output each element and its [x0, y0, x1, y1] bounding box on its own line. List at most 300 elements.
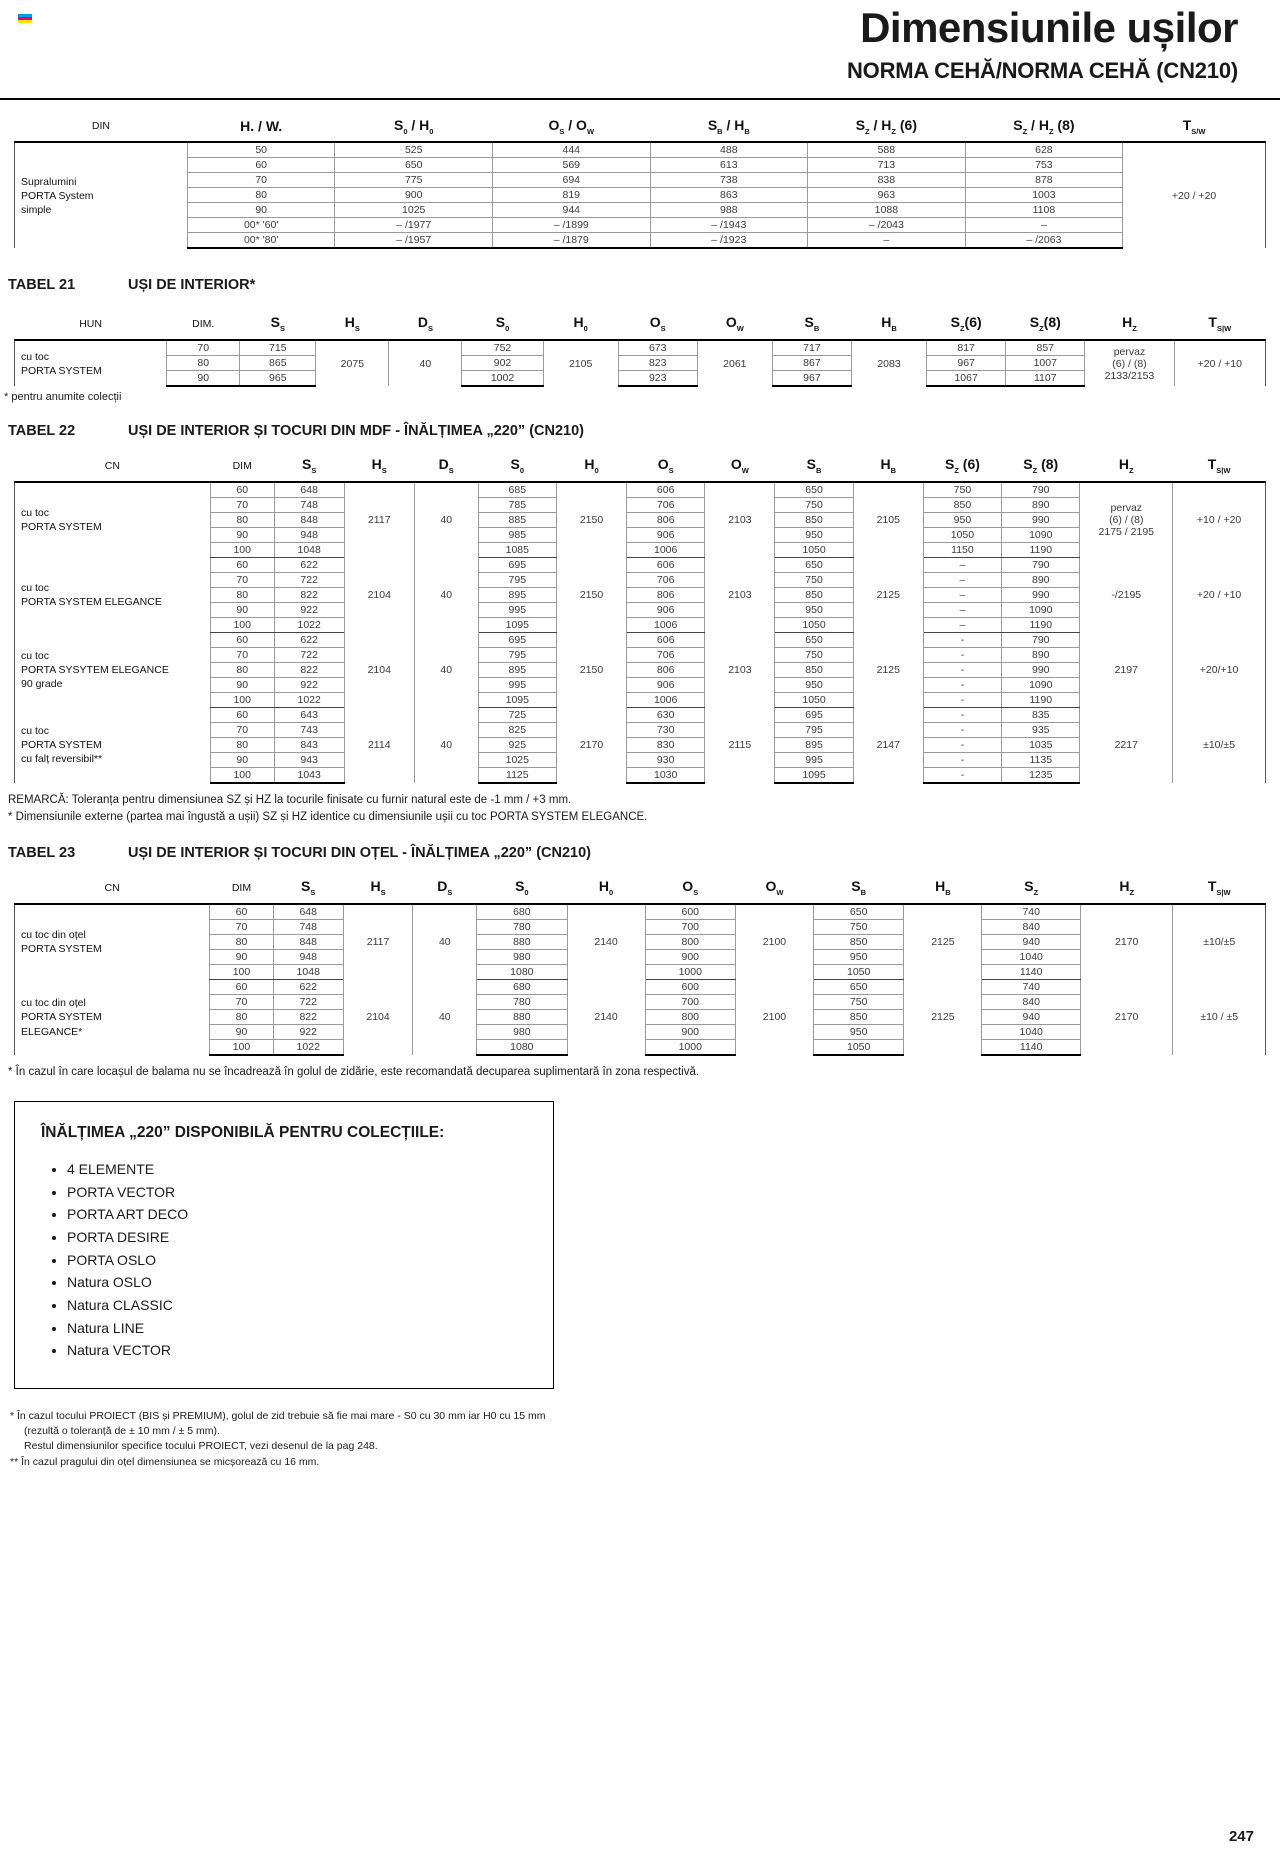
- cell-so-ho: – /1957: [335, 233, 493, 249]
- cell-os: 706: [627, 573, 705, 588]
- tabel21-table: [14, 313, 1266, 387]
- cell-sb: 850: [775, 513, 853, 528]
- col-hz: $H_Z$: [1118, 456, 1134, 476]
- cell-os: 900: [645, 1025, 735, 1040]
- table-row: [15, 203, 1266, 218]
- cell-dim: 60: [210, 904, 274, 920]
- cell-sb-hb: 488: [650, 142, 808, 158]
- cell-sz: 1140: [982, 1040, 1081, 1056]
- cell-sz6: -: [923, 753, 1001, 768]
- cell-hs: 2114: [344, 708, 414, 784]
- cell-sb: 895: [775, 738, 853, 753]
- cell-hw: 50: [187, 142, 335, 158]
- cell-os: 1006: [627, 618, 705, 633]
- cell-ss: 865: [240, 356, 316, 371]
- cell-sz8: 857: [1006, 340, 1085, 356]
- cell-sz8: 1090: [1002, 603, 1080, 618]
- hz-line: pervaz: [1113, 345, 1146, 358]
- cell-os: 830: [627, 738, 705, 753]
- cell-hz: [1080, 482, 1173, 558]
- col-ss: $S_S$: [302, 456, 317, 476]
- cell-sb: 950: [775, 603, 853, 618]
- din-table-wrap: [0, 116, 1280, 250]
- cell-sz: 940: [982, 1010, 1081, 1025]
- cell-hs: 2117: [344, 482, 414, 558]
- cell-dim: 60: [210, 558, 274, 573]
- col-tsw: $T_{S|W}$: [1208, 314, 1232, 334]
- col-ho: $H_0$: [598, 878, 614, 898]
- col-ow: $O_W$: [730, 456, 749, 476]
- collections-box: [14, 1101, 554, 1389]
- cell-dim: 90: [210, 603, 274, 618]
- cell-sz8: 878: [965, 173, 1123, 188]
- cell-so: 995: [478, 678, 556, 693]
- cell-sz6: -: [923, 678, 1001, 693]
- cell-sb-hb: 613: [650, 158, 808, 173]
- cell-sb: 750: [775, 648, 853, 663]
- hz-line: (6) / (8): [1112, 357, 1147, 370]
- brand-logo-icon: [18, 14, 32, 26]
- tabel22-remark: [0, 792, 1280, 825]
- cell-so: 1085: [478, 543, 556, 558]
- table-row: [15, 218, 1266, 233]
- footnote-1-indent-2: Restul dimensiunilor specifice tocului PROIECT, vezi desenul de la pag 248.: [24, 1440, 378, 1453]
- list-item: • Natura VECTOR: [67, 1339, 527, 1362]
- cell-sz6: 1088: [808, 203, 966, 218]
- cell-os: 1006: [627, 693, 705, 708]
- tabel21-title: UȘI DE INTERIOR*: [128, 277, 256, 294]
- cell-ow: 2103: [705, 482, 775, 558]
- label-line: cu toc: [21, 725, 50, 738]
- col-sz6: $S_Z(6)$: [950, 314, 982, 334]
- page-header: [0, 0, 1280, 84]
- cell-so: 980: [477, 950, 567, 965]
- cell-os: 606: [627, 482, 705, 498]
- cell-ss: 965: [240, 371, 316, 387]
- cell-hz: 2170: [1081, 904, 1173, 980]
- cell-ow: 2103: [705, 558, 775, 633]
- cell-so: 680: [477, 904, 567, 920]
- cell-os: 630: [627, 708, 705, 723]
- cell-sz6: -: [923, 768, 1001, 784]
- tabel23-footnote: * În cazul în care locașul de balama nu se încadrează în golul de zidărie, este recomandată decuparea suplimentară în zona respectivă.: [8, 1066, 700, 1079]
- hz-line: pervaz: [1110, 502, 1143, 515]
- row-group-label: [15, 708, 211, 784]
- cell-sb: 850: [775, 663, 853, 678]
- cell-ss: 748: [274, 498, 344, 513]
- row-group-label: [15, 558, 211, 633]
- row-group-label: [15, 633, 211, 708]
- cell-sz8: 835: [1002, 708, 1080, 723]
- cell-sb: 850: [813, 935, 903, 950]
- cell-dim: 100: [210, 965, 274, 980]
- cell-so-ho: 1025: [335, 203, 493, 218]
- cell-sb: 995: [775, 753, 853, 768]
- cell-so: 885: [478, 513, 556, 528]
- list-item: • Natura OSLO: [67, 1271, 527, 1294]
- cell-sz6: –: [923, 603, 1001, 618]
- cell-dim: 70: [210, 920, 274, 935]
- cell-sz6: 838: [808, 173, 966, 188]
- cell-hs: 2104: [344, 633, 414, 708]
- cell-sz6: -: [923, 648, 1001, 663]
- cell-dim: 90: [210, 528, 274, 543]
- cell-so: 1002: [462, 371, 543, 387]
- tabel23-table: [14, 877, 1266, 1056]
- cell-ss: 948: [273, 950, 343, 965]
- cell-dim: 70: [210, 995, 274, 1010]
- col-dim: DIM: [231, 881, 252, 894]
- col-hw: H. / W.: [240, 118, 283, 135]
- cell-os: 606: [627, 558, 705, 573]
- col-os: $O_S$: [657, 456, 674, 476]
- label-line: PORTA System: [21, 189, 94, 202]
- cell-ss: 948: [274, 528, 344, 543]
- cell-hb: 2125: [853, 558, 923, 633]
- cell-sz8: 1235: [1002, 768, 1080, 784]
- cell-tsw: +20 / +10: [1173, 558, 1266, 633]
- cell-ds: 40: [414, 708, 478, 784]
- col-sz-hz-6: $S_Z / H_Z$ (6): [855, 116, 917, 136]
- label-line: cu toc din oțel: [21, 929, 86, 942]
- cell-ss: 648: [273, 904, 343, 920]
- cell-dim: 60: [210, 708, 274, 723]
- table-row: [15, 340, 1266, 356]
- cell-dim: 100: [210, 768, 274, 784]
- label-line: PORTA SYSTEM: [21, 521, 102, 534]
- list-item: • Natura LINE: [67, 1317, 527, 1340]
- list-item: • Natura CLASSIC: [67, 1294, 527, 1317]
- cell-sz6: 1050: [923, 528, 1001, 543]
- col-so: $S_0$: [495, 314, 510, 334]
- cell-dim: 60: [210, 633, 274, 648]
- cell-so: 985: [478, 528, 556, 543]
- label-line: cu toc din oțel: [21, 997, 86, 1010]
- cell-sb: 650: [775, 558, 853, 573]
- cell-sb-hb: 738: [650, 173, 808, 188]
- label-line: PORTA SYSTEM: [21, 1011, 102, 1024]
- cell-dim: 90: [210, 753, 274, 768]
- footnote-1-part-a: * În cazul tocului PROIECT (BIS și PREMIUM), golul de zid trebuie să fie mai mare - S: [10, 1409, 411, 1422]
- cell-so: 1025: [478, 753, 556, 768]
- cell-sz: 740: [982, 904, 1081, 920]
- cell-hw: 00* '60': [187, 218, 335, 233]
- col-ds: $D_S$: [417, 314, 433, 334]
- cell-dim: 100: [210, 543, 274, 558]
- row-group-label: [15, 980, 210, 1056]
- cell-dim: 70: [167, 340, 240, 356]
- cell-ss: 622: [274, 558, 344, 573]
- cell-sz8: 890: [1002, 648, 1080, 663]
- cell-sz6: 850: [923, 498, 1001, 513]
- cell-dim: 90: [210, 678, 274, 693]
- cell-ss: 848: [274, 513, 344, 528]
- tabel22-group: [15, 482, 1266, 558]
- cell-so: 1125: [478, 768, 556, 784]
- tabel23-wrap: [0, 877, 1280, 1056]
- cell-hb: 2147: [853, 708, 923, 784]
- cell-sb-hb: 863: [650, 188, 808, 203]
- col-ss: $S_S$: [270, 314, 285, 334]
- cell-so-ho: 775: [335, 173, 493, 188]
- cell-sb: 750: [813, 920, 903, 935]
- cell-ho: 2105: [543, 340, 618, 386]
- cell-so: 795: [478, 648, 556, 663]
- table-row: [15, 356, 1266, 371]
- cell-sz: 1140: [982, 965, 1081, 980]
- cell-sz6: –: [923, 558, 1001, 573]
- cell-ds: 40: [389, 340, 462, 386]
- cell-sz8: – /2063: [965, 233, 1123, 249]
- col-sb: $S_B$: [806, 456, 822, 476]
- cell-ow: 2061: [697, 340, 772, 386]
- label-line: cu toc: [21, 507, 50, 520]
- cell-sb: 950: [813, 950, 903, 965]
- cell-sb: 850: [813, 1010, 903, 1025]
- cell-sz6: 1067: [927, 371, 1006, 387]
- label-line: Supralumini: [21, 175, 77, 188]
- cell-so: 880: [477, 1010, 567, 1025]
- cell-so: 995: [478, 603, 556, 618]
- hz-line: 2133/2153: [1104, 369, 1155, 382]
- cell-sb: 650: [813, 980, 903, 995]
- cell-ds: 40: [414, 558, 478, 633]
- col-cn: CN: [104, 459, 120, 472]
- cell-sb: 1050: [813, 965, 903, 980]
- table-row: [15, 980, 1266, 995]
- label-line: cu toc: [21, 350, 50, 363]
- tabel22-heading: [0, 423, 1280, 439]
- label-line: ELEGANCE*: [21, 1025, 83, 1038]
- cell-sz6: -: [923, 738, 1001, 753]
- col-sz: $S_Z$: [1024, 878, 1039, 898]
- cell-ss: 822: [274, 588, 344, 603]
- cell-hz: 2197: [1080, 633, 1173, 708]
- row-group-label: [15, 904, 210, 980]
- cell-so: 925: [478, 738, 556, 753]
- din-header-row: [15, 116, 1266, 143]
- page-subtitle: NORMA CEHĂ/NORMA CEHĂ (CN210): [846, 57, 1238, 83]
- cell-so: 825: [478, 723, 556, 738]
- cell-sb: 950: [775, 528, 853, 543]
- cell-sb: 650: [775, 482, 853, 498]
- cell-hb: 2125: [853, 633, 923, 708]
- col-dim: DIM: [232, 459, 252, 472]
- cell-so: 685: [478, 482, 556, 498]
- cell-sz6: -: [923, 693, 1001, 708]
- cell-ss: 822: [274, 663, 344, 678]
- cell-ss: 743: [274, 723, 344, 738]
- col-tsw: $T_{S|W}$: [1207, 456, 1231, 476]
- cell-ss: 1048: [274, 543, 344, 558]
- cell-sz8: 628: [965, 142, 1123, 158]
- cell-sz6: 713: [808, 158, 966, 173]
- cell-dim: 90: [210, 1025, 274, 1040]
- cell-ss: 1022: [274, 693, 344, 708]
- cell-os: 730: [627, 723, 705, 738]
- cell-sz6: 950: [923, 513, 1001, 528]
- tabel21-footnote: * pentru anumite colecții: [4, 391, 122, 404]
- cell-ho: 2150: [556, 633, 626, 708]
- cell-sz6: 750: [923, 482, 1001, 498]
- cell-os: 1000: [645, 965, 735, 980]
- cell-so: 780: [477, 920, 567, 935]
- cell-so: 895: [478, 588, 556, 603]
- tabel22-wrap: [0, 455, 1280, 784]
- col-os-ow: $O_S / O_W$: [548, 116, 595, 136]
- page-number: 247: [1228, 1828, 1254, 1845]
- col-sz8: $S_Z$ (8): [1023, 456, 1059, 476]
- cell-dim: 80: [167, 356, 240, 371]
- cell-so: 1095: [478, 693, 556, 708]
- cell-sb: 750: [813, 995, 903, 1010]
- footnote-1-indent-1: (rezultă o toleranță de ± 10 mm / ± 5 mm).: [24, 1425, 220, 1438]
- cell-dim: 80: [210, 588, 274, 603]
- cell-ss: 748: [273, 920, 343, 935]
- cell-os: 906: [627, 603, 705, 618]
- col-sb: $S_B$: [804, 314, 820, 334]
- cell-sb: 695: [775, 708, 853, 723]
- tabel23-tag: TABEL 23: [8, 845, 76, 862]
- cell-hs: 2075: [316, 340, 389, 386]
- cell-sz8: 1003: [965, 188, 1123, 203]
- cell-sz8: 935: [1002, 723, 1080, 738]
- cell-ho: 2150: [556, 482, 626, 558]
- cell-sz6: – /2043: [808, 218, 966, 233]
- cell-dim: 90: [167, 371, 240, 387]
- hz-line: 2175 / 2195: [1098, 526, 1154, 539]
- cell-os-ow: 694: [492, 173, 650, 188]
- table-row: [15, 173, 1266, 188]
- cell-sb: 750: [775, 498, 853, 513]
- col-tsw: $T_{S|W}$: [1207, 878, 1231, 898]
- cell-sz8: 1190: [1002, 693, 1080, 708]
- cell-ss: 648: [274, 482, 344, 498]
- cell-sz: 740: [982, 980, 1081, 995]
- cell-sz6: 963: [808, 188, 966, 203]
- list-item: • PORTA DESIRE: [67, 1226, 527, 1249]
- cell-os: 600: [645, 904, 735, 920]
- cell-sz8: 790: [1002, 558, 1080, 573]
- tabel21-wrap: [0, 313, 1280, 387]
- tabel22-table: [14, 455, 1266, 784]
- cell-dim: 70: [210, 498, 274, 513]
- cell-sz8: 990: [1002, 663, 1080, 678]
- cell-sz: 840: [982, 920, 1081, 935]
- cell-sz6: -: [923, 723, 1001, 738]
- col-os: $O_S$: [649, 314, 666, 334]
- cell-hb: 2125: [904, 980, 982, 1056]
- col-ho: $H_0$: [584, 456, 599, 476]
- cell-os: 800: [645, 1010, 735, 1025]
- cell-hz: [1085, 340, 1174, 386]
- cell-hz: 2170: [1081, 980, 1173, 1056]
- cell-hs: 2104: [343, 980, 413, 1056]
- footnote-1: * În cazul tocului PROIECT (BIS și PREMIUM), golul de zid trebuie să fie mai mare - S0 cu 30 mm iar H0 cu 15 mm: [10, 1409, 546, 1422]
- cell-sb: 950: [775, 678, 853, 693]
- cell-os: 906: [627, 678, 705, 693]
- cell-sb: 1050: [775, 693, 853, 708]
- cell-ss: 943: [274, 753, 344, 768]
- col-ss: $S_S$: [301, 878, 316, 898]
- cell-hs: 2104: [344, 558, 414, 633]
- cell-sz8: 890: [1002, 573, 1080, 588]
- footnote-1-part-c: cu 15 mm: [496, 1409, 546, 1422]
- tabel22-group: [15, 708, 1266, 784]
- cell-sz8: 1035: [1002, 738, 1080, 753]
- cell-os: 906: [627, 528, 705, 543]
- cell-ss: 822: [273, 1010, 343, 1025]
- cell-sz8: 990: [1002, 588, 1080, 603]
- footer-notes: [0, 1409, 1280, 1470]
- cell-so: 695: [478, 558, 556, 573]
- cell-sb: 967: [772, 371, 851, 387]
- cell-dim: 80: [210, 935, 274, 950]
- col-hun: HUN: [79, 317, 102, 330]
- cell-hb: 2125: [904, 904, 982, 980]
- cell-sz8: 1007: [1006, 356, 1085, 371]
- cell-sz6: -: [923, 663, 1001, 678]
- cell-ss: 722: [273, 995, 343, 1010]
- cell-ss: 922: [274, 678, 344, 693]
- cell-sz6: 967: [927, 356, 1006, 371]
- label-line: PORTA SYSYTEM ELEGANCE: [21, 663, 169, 676]
- tabel21-heading: [0, 277, 1280, 293]
- cell-os: 900: [645, 950, 735, 965]
- cell-so: 880: [477, 935, 567, 950]
- cell-sz8: –: [965, 218, 1123, 233]
- col-dim: DIM.: [192, 317, 215, 330]
- table-row: [15, 158, 1266, 173]
- cell-os: 800: [645, 935, 735, 950]
- tabel22-title: UȘI DE INTERIOR ȘI TOCURI DIN MDF - ÎNĂLȚIMEA „220” (CN210): [128, 423, 584, 440]
- cell-hw: 80: [187, 188, 335, 203]
- cell-ss: 722: [274, 573, 344, 588]
- label-line: PORTA SYSTEM: [21, 364, 102, 377]
- cell-dim: 60: [210, 980, 274, 995]
- cell-sb: 1050: [775, 543, 853, 558]
- cell-sz: 940: [982, 935, 1081, 950]
- cell-sz6: -: [923, 708, 1001, 723]
- cell-so: 795: [478, 573, 556, 588]
- table-row: [15, 142, 1266, 158]
- cell-hs: 2117: [343, 904, 413, 980]
- col-os: $O_S$: [682, 878, 699, 898]
- cell-so: 1095: [478, 618, 556, 633]
- cell-sz8: 753: [965, 158, 1123, 173]
- cell-os: 823: [618, 356, 697, 371]
- cell-sz6: –: [923, 573, 1001, 588]
- din-table: [14, 116, 1266, 250]
- cell-ds: 40: [414, 482, 478, 558]
- cell-hw: 70: [187, 173, 335, 188]
- cell-so: 902: [462, 356, 543, 371]
- cell-hb: 2083: [851, 340, 926, 386]
- list-item: • PORTA OSLO: [67, 1249, 527, 1272]
- label-line: PORTA SYSTEM: [21, 739, 102, 752]
- cell-os: 700: [645, 995, 735, 1010]
- cell-ss: 715: [240, 340, 316, 356]
- tabel23-title: UȘI DE INTERIOR ȘI TOCURI DIN OȚEL - ÎNĂLȚIMEA „220” (CN210): [128, 845, 591, 862]
- tabel22-group: [15, 558, 1266, 633]
- cell-sb-hb: 988: [650, 203, 808, 218]
- cell-os: 1000: [645, 1040, 735, 1056]
- label-line: PORTA SYSTEM: [21, 943, 102, 956]
- cell-os: 700: [645, 920, 735, 935]
- table-row: [15, 482, 1266, 498]
- col-sz8: $S_Z(8)$: [1029, 314, 1061, 334]
- row-group-label: [15, 142, 188, 248]
